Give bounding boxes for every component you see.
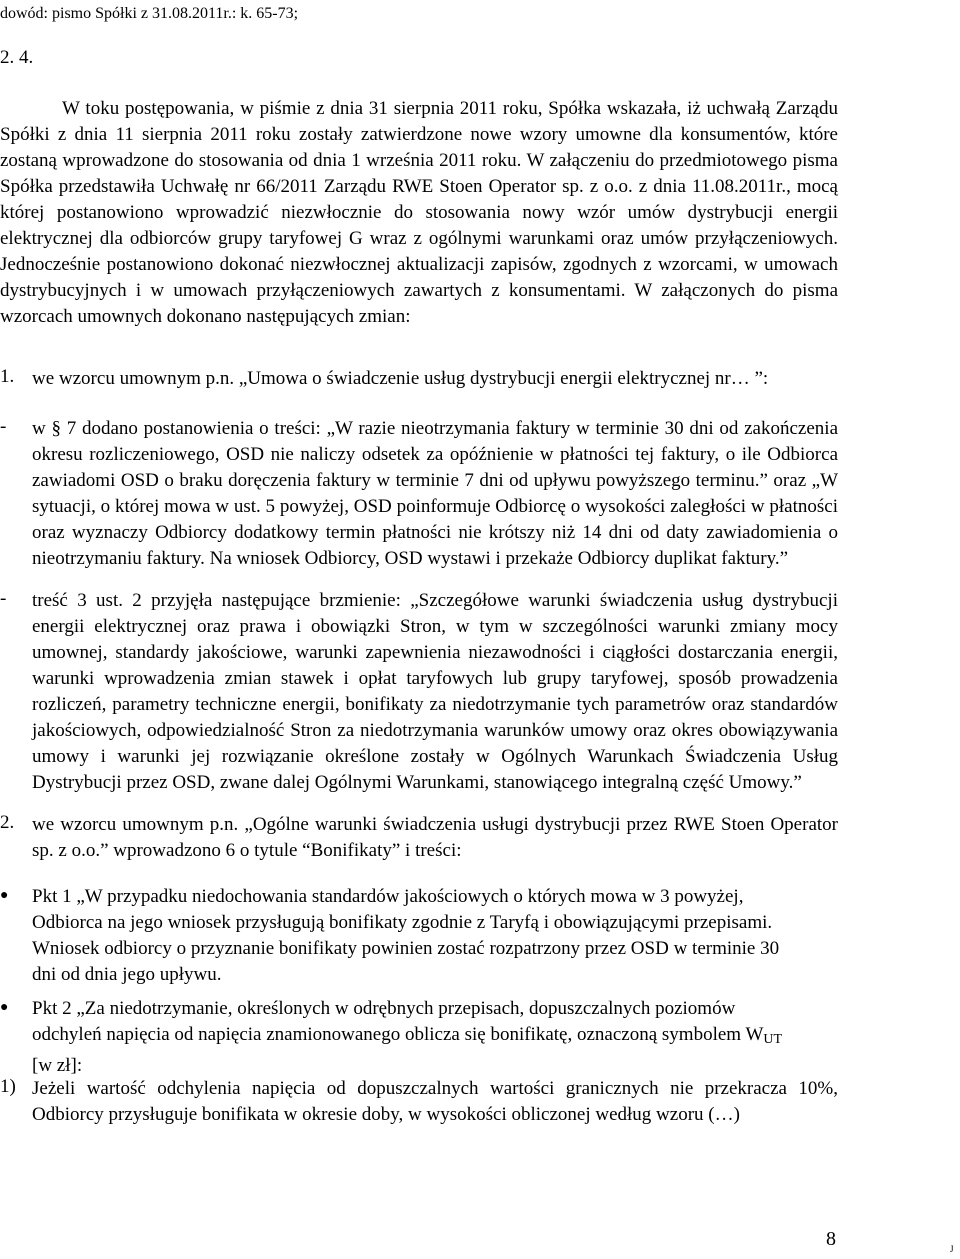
corner-mark: J [950,1244,954,1254]
intro-paragraph-text: W toku postępowania, w piśmie z dnia 31 sierpnia 2011 roku, Spółka wskazała, iż uchwałą Zarządu Spółki z dnia 11 sierpnia 2011 roku zostały zatwierdzone nowe wzory umowne dla konsumentów, które zostaną wprowadzone do stosowania od dnia 1 września 2011 roku. W załączeniu do przedmiotowego pisma Spółka przedstawiła Uchwałę nr 66/2011 Zarządu RWE Stoen Operator sp. z o.o. z dnia 11.08.2011r., mocą której postanowiono wprowadzić niezwłocznie do stosowania nowy wzór umów dystrybucji energii elektrycznej dla odbiorców grupy taryfowej G wraz z ogólnymi warunkami oraz umów przyłączeniowych. Jednocześnie postanowiono dokonać niezwłocznej aktualizacji zapisów, zgodnych z wzorcami, w umowach dystrybucyjnych i w umowach przyłączeniowych zawartych z konsumentami. W załączonych do pisma wzorcach umownych dokonano następujących zmian: [0,98,838,327]
page-number: 8 [826,1228,836,1250]
bullet-item-2-unit: [w zł]: [32,1055,83,1076]
sublist-item-1-text: Jeżeli wartość odchylenia napięcia od dopuszczalnych wartości granicznych nie przekracza 10%, Odbiorcy przysługuje bonifikata w okresie doby, w wysokości obliczonej według wzoru (…) [32,1078,838,1125]
bullet-item-1: Pkt 1 „W przypadku niedochowania standardów jakościowych o których mowa w 3 powyżej, Odbiorca na jego wniosek przysługują bonifikaty zgodnie z Taryfą i obowiązującymi przepisami. Wniosek odbiorcy o przyznanie bonifikaty powinien zostać rozpatrzony przez OSD w terminie 30 dni od dnia jego upływu. [32,886,780,985]
dash-marker-2: - [0,588,7,609]
list-item-1-dash-2: treść 3 ust. 2 przyjęła następujące brzmienie: „Szczegółowe warunki świadczenia usług dystrybucji energii elektrycznej oraz prawa i obowiązki Stron, w tym w szczególności warunki zmiany mocy umownej, standardy jakościowe, warunki zapewnienia niezawodności i ciągłości dostarczania energii, warunki wprowadzenia zmian stawek i opłat taryfowych lub grupy taryfowej, sposób prowadzenia rozliczeń, parametry techniczne energii, bonifikaty za niedotrzymanie tych parametrów oraz standardów jakościowych, odpowiedzialność Stron za niedotrzymania warunków umowy oraz okres obowiązywania umowy i warunki jej rozwiązanie określone zostały w Ogólnych Warunkach Świadczenia Usług Dystrybucji przez OSD, zwane dalej Ogólnymi Warunkami, stanowiącego integralną część Umowy.” [32,590,838,793]
sublist-number-1: 1) [0,1076,16,1097]
list-number-2: 2. [0,812,15,833]
bullet-item-2 [32,996,802,1079]
bullet-item-2-text: Pkt 2 „Za niedotrzymanie, określonych w odrębnych przepisach, dopuszczalnych poziomów odchyleń napięcia od napięcia znamionowanego oblicza się bonifikatę, oznaczoną symbolem W [32,998,764,1045]
list-item-1-dash-1: w § 7 dodano postanowienia o treści: „W razie nieotrzymania faktury w terminie 30 dni od zakończenia okresu rozliczeniowego, OSD nie naliczy odsetek za opóźnienie w płatności tej faktury, o ile Odbiorca zawiadomi OSD o braku doręczenia faktury w terminie 7 dni od upływu powyższego terminu.” oraz „W sytuacji, o której mowa w ust. 5 powyżej, OSD poinformuje Odbiorcę o wysokości zaległości w płatności oraz wyznaczy Odbiorcy dodatkowy termin płatności nie krótszy niż 14 dni od daty zawiadomienia o nieotrzymaniu faktury. Na wniosek Odbiorcy, OSD wystawi i przekaże Odbiorcy duplikat faktury.” [32,418,838,569]
section-number: 2. 4. [0,47,34,68]
dash-marker-1: - [0,416,7,437]
list-item-1-text: we wzorcu umownym p.n. „Umowa o świadczenie usług dystrybucji energii elektrycznej nr… ”: [32,368,769,389]
list-number-1: 1. [0,366,15,387]
list-item-2-text: we wzorcu umownym p.n. „Ogólne warunki świadczenia usługi dystrybucji przez RWE Stoen Operator sp. z o.o.” wprowadzono 6 o tytule “Bonifikaty” i treści: [32,814,838,861]
subscript-ut: UT [763,1032,783,1047]
bullet-marker-1: ● [0,888,9,903]
evidence-reference: dowód: pismo Spółki z 31.08.2011r.: k. 65-73; [0,5,299,22]
bullet-marker-2: ● [0,1000,9,1015]
intro-paragraph [0,96,838,330]
